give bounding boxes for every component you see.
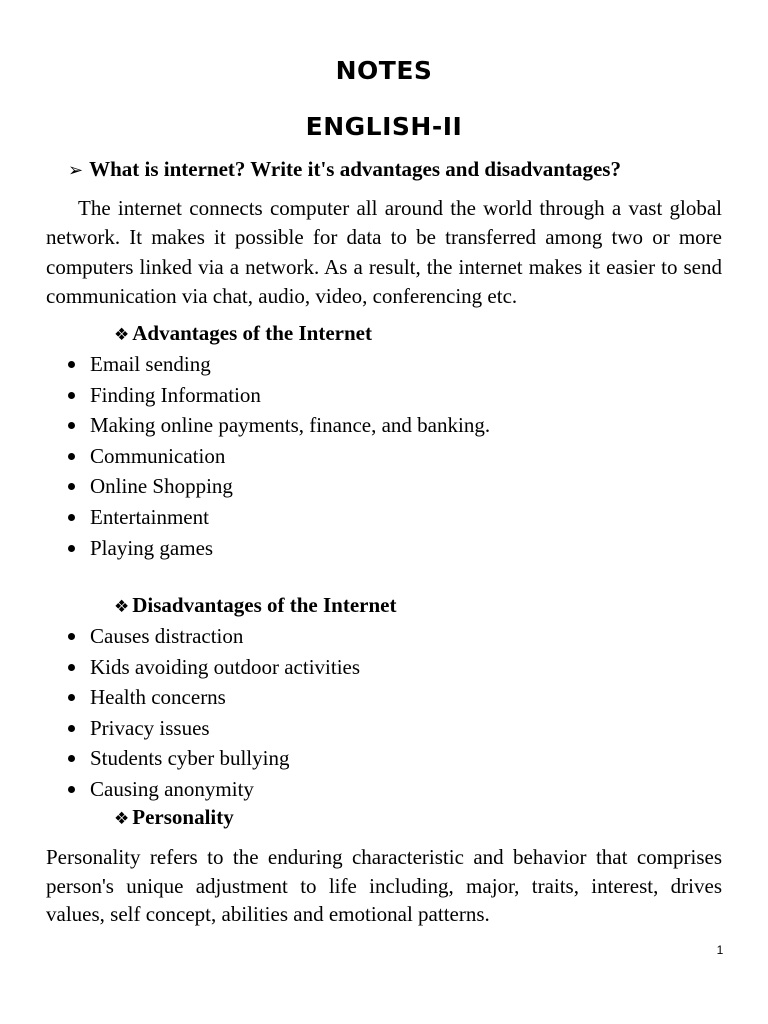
disadvantages-heading-text: Disadvantages of the Internet (132, 593, 397, 617)
list-item: Students cyber bullying (0, 743, 360, 774)
list-item: Finding Information (0, 380, 490, 411)
arrow-bullet-icon: ➢ (68, 160, 84, 181)
advantages-heading (114, 319, 372, 349)
list-item: Causing anonymity (0, 774, 360, 805)
list-item: Privacy issues (0, 713, 360, 744)
question-text: What is internet? Write it's advantages and disadvantages? (89, 157, 621, 181)
diamond-bullet-icon: ❖ (114, 597, 130, 617)
list-item: Entertainment (0, 502, 490, 533)
list-item: Online Shopping (0, 471, 490, 502)
diamond-bullet-icon: ❖ (114, 325, 130, 345)
page-number: 1 (716, 943, 724, 957)
personality-paragraph: Personality refers to the enduring characteristic and behavior that comprises person's unique adjustment to life including, major, traits, interest, drives values, self concept, abilities and emotional patterns. (46, 845, 722, 926)
advantages-list (0, 349, 490, 563)
list-item: Communication (0, 441, 490, 472)
advantages-heading-text: Advantages of the Internet (132, 321, 372, 345)
question-heading (68, 155, 621, 185)
diamond-bullet-icon: ❖ (114, 809, 130, 829)
list-item: Kids avoiding outdoor activities (0, 652, 360, 683)
list-item: Making online payments, finance, and banking. (0, 410, 490, 441)
personality-heading (114, 803, 234, 833)
list-item: Health concerns (0, 682, 360, 713)
personality-heading-text: Personality (132, 805, 234, 829)
list-item: Playing games (0, 533, 490, 564)
page-subtitle: ENGLISH-II (305, 112, 463, 141)
list-item: Causes distraction (0, 621, 360, 652)
disadvantages-heading (114, 591, 396, 621)
page-title: NOTES (335, 56, 433, 85)
intro-paragraph: The internet connects computer all around the world through a vast global network. It makes it possible for data to be transferred among two or more computers linked via a network. As a result, the internet makes it easier to send communication via chat, audio, video, conferencing etc. (46, 196, 722, 308)
list-item: Email sending (0, 349, 490, 380)
disadvantages-list (0, 621, 360, 805)
